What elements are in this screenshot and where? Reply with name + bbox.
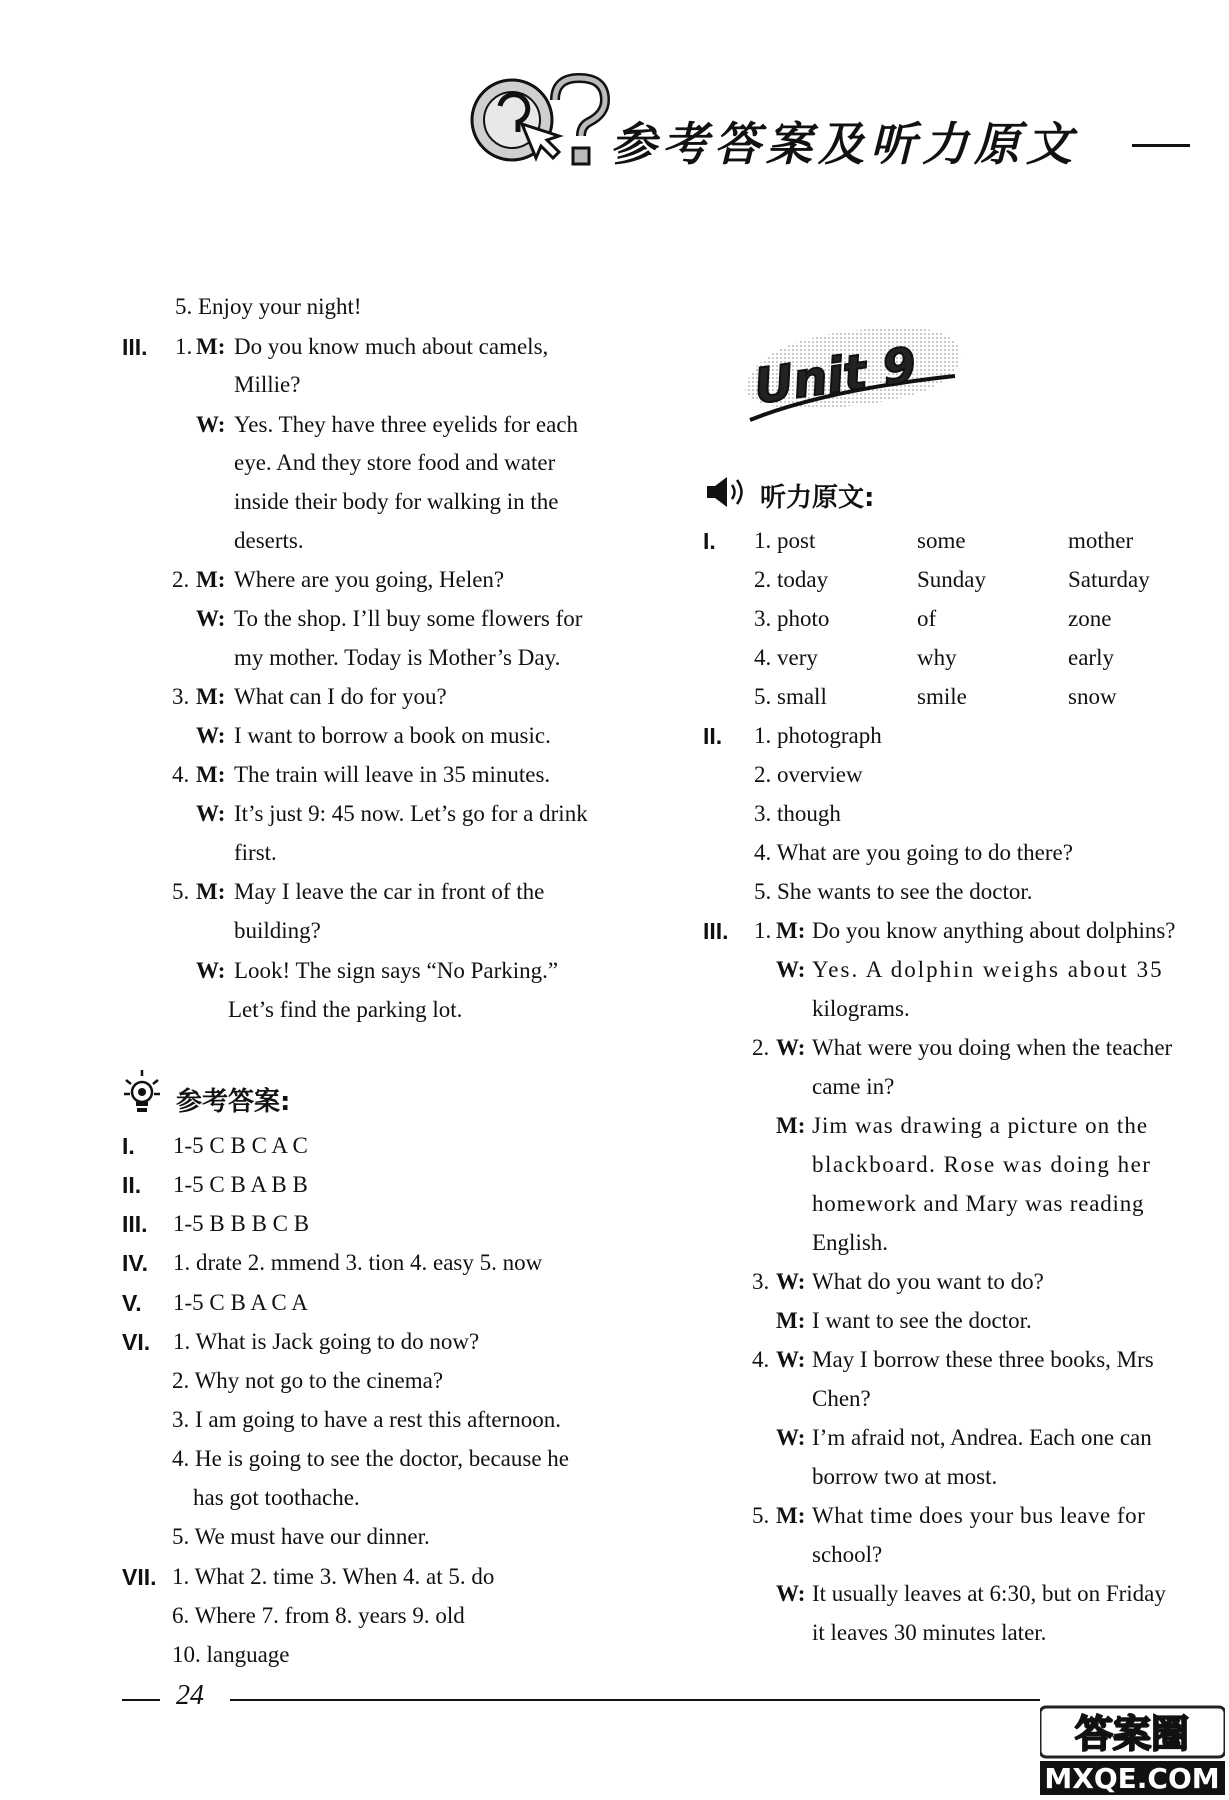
dialog-number: 4.	[752, 1347, 770, 1372]
watermark-top-text: 答案圈	[1074, 1712, 1190, 1756]
answer-line: 2. Why not go to the cinema?	[172, 1368, 444, 1393]
answer-line: 3. I am going to have a rest this afternoon.	[172, 1407, 561, 1432]
dialog-line: Yes. A dolphin weighs about 35	[812, 957, 1164, 982]
section-roman: I.	[703, 528, 716, 554]
page-title: 参考答案及听力原文	[610, 117, 1078, 171]
speaker-label: W:	[776, 1581, 806, 1606]
dialog-line: Do you know anything about dolphins?	[812, 918, 1176, 943]
answer-line: 1. What 2. time 3. When 4. at 5. do	[172, 1564, 495, 1589]
dialog-number: 1.	[175, 334, 193, 359]
speaker-label: M:	[196, 567, 226, 592]
dialog-line: Jim was drawing a picture on the	[812, 1113, 1149, 1138]
speaker-label: M:	[196, 762, 226, 787]
section-roman: IV.	[122, 1250, 149, 1276]
dialog-line: homework and Mary was reading	[812, 1191, 1145, 1216]
dialog-line: Millie?	[234, 372, 301, 397]
section-roman: II.	[703, 723, 723, 749]
word-cell: Saturday	[1068, 567, 1150, 592]
dialog-line: What can I do for you?	[234, 684, 447, 709]
list-item: 2. overview	[754, 762, 863, 787]
dialog-line: borrow two at most.	[812, 1464, 998, 1489]
dialog-line: English.	[812, 1230, 889, 1255]
word-cell: smile	[917, 684, 967, 709]
section-roman: II.	[122, 1172, 142, 1198]
speaker-label: W:	[196, 723, 226, 748]
dialog-line: eye. And they store food and water	[234, 450, 556, 475]
word-cell: 5. small	[754, 684, 827, 709]
section-roman: III.	[703, 918, 729, 944]
answer-line: 5. We must have our dinner.	[172, 1524, 430, 1549]
speaker-label: W:	[776, 1035, 806, 1060]
answer-line: 10. language	[172, 1642, 290, 1667]
section-roman: III.	[122, 334, 148, 360]
answer-line: 1. drate 2. mmend 3. tion 4. easy 5. now	[173, 1250, 543, 1275]
speaker-label: W:	[196, 606, 226, 631]
watermark-bottom-text: MXQE.COM	[1044, 1762, 1220, 1795]
speaker-label: M:	[776, 1113, 806, 1138]
listening-heading: 听力原文:	[760, 483, 875, 513]
list-item: 5. She wants to see the doctor.	[754, 879, 1033, 904]
speaker-label: W:	[776, 1269, 806, 1294]
speaker-label: M:	[196, 334, 226, 359]
word-cell: mother	[1068, 528, 1134, 553]
list-item: 5. Enjoy your night!	[175, 294, 362, 319]
dialog-line: What do you want to do?	[812, 1269, 1044, 1294]
answer-line: 6. Where 7. from 8. years 9. old	[172, 1603, 465, 1628]
answer-line: 4. He is going to see the doctor, because he	[172, 1446, 569, 1471]
dialog-line: it leaves 30 minutes later.	[812, 1620, 1047, 1645]
speaker-label: W:	[776, 957, 806, 982]
page-number: 24	[176, 1680, 204, 1711]
speaker-label: M:	[776, 1503, 806, 1528]
page-header	[460, 70, 1190, 190]
dialog-number: 5.	[752, 1503, 770, 1528]
speaker-label: W:	[196, 412, 226, 437]
speaker-label: W:	[776, 1425, 806, 1450]
word-cell: 2. today	[754, 567, 829, 592]
speaker-label: M:	[776, 1308, 806, 1333]
word-cell: 1. post	[754, 528, 816, 553]
list-item: 1. photograph	[754, 723, 882, 748]
answer-line: 1. What is Jack going to do now?	[173, 1329, 480, 1354]
dialog-line: What were you doing when the teacher	[812, 1035, 1173, 1060]
section-roman: VII.	[122, 1564, 157, 1590]
word-cell: Sunday	[917, 567, 986, 592]
answer-line: 1-5 C B A B B	[173, 1172, 308, 1197]
dialog-line: first.	[234, 840, 277, 865]
word-cell: 4. very	[754, 645, 818, 670]
dialog-line: Look! The sign says “No Parking.”	[234, 958, 559, 983]
word-cell: 3. photo	[754, 606, 830, 631]
footer-dash	[122, 1699, 160, 1701]
dialog-line: inside their body for walking in the	[234, 489, 559, 514]
answer-line: 1-5 C B C A C	[173, 1133, 308, 1158]
dialog-line: blackboard. Rose was doing her	[812, 1152, 1152, 1177]
dialog-line: I want to see the doctor.	[812, 1308, 1032, 1333]
dialog-line: Let’s find the parking lot.	[228, 997, 463, 1022]
dialog-line: I want to borrow a book on music.	[234, 723, 551, 748]
section-roman: I.	[122, 1133, 135, 1159]
dialog-number: 2.	[172, 567, 190, 592]
dialog-line: kilograms.	[812, 996, 910, 1021]
dialog-line: came in?	[812, 1074, 895, 1099]
dialog-line: Chen?	[812, 1386, 871, 1411]
speaker-label: W:	[196, 801, 226, 826]
word-cell: some	[917, 528, 966, 553]
word-cell: early	[1068, 645, 1114, 670]
dialog-number: 5.	[172, 879, 190, 904]
speaker-icon	[703, 474, 745, 510]
footer-rule	[230, 1699, 1040, 1701]
question-mark-logo-icon	[460, 70, 610, 190]
speaker-label: M:	[776, 918, 806, 943]
speaker-label: W:	[196, 958, 226, 983]
dialog-line: What time does your bus leave for	[812, 1503, 1146, 1528]
dialog-number: 3.	[752, 1269, 770, 1294]
speaker-label: W:	[776, 1347, 806, 1372]
watermark-logo	[1040, 1705, 1225, 1797]
dialog-line: school?	[812, 1542, 883, 1567]
answer-line: has got toothache.	[193, 1485, 360, 1510]
dialog-line: May I borrow these three books, Mrs	[812, 1347, 1154, 1372]
dialog-line: Do you know much about camels,	[234, 334, 549, 359]
dialog-number: 2.	[752, 1035, 770, 1060]
lightbulb-icon	[122, 1068, 162, 1116]
dialog-line: It’s just 9: 45 now. Let’s go for a drink	[234, 801, 588, 826]
answer-line: 1-5 B B B C B	[173, 1211, 310, 1236]
answer-line: 1-5 C B A C A	[173, 1290, 308, 1315]
unit-badge	[735, 320, 965, 430]
dialog-line: I’m afraid not, Andrea. Each one can	[812, 1425, 1152, 1450]
word-cell: snow	[1068, 684, 1117, 709]
section-roman: V.	[122, 1290, 142, 1316]
list-item: 3. though	[754, 801, 841, 826]
dialog-line: deserts.	[234, 528, 304, 553]
dialog-number: 4.	[172, 762, 190, 787]
dialog-line: my mother. Today is Mother’s Day.	[234, 645, 561, 670]
speaker-label: M:	[196, 684, 226, 709]
dialog-line: It usually leaves at 6:30, but on Friday	[812, 1581, 1166, 1606]
speaker-label: M:	[196, 879, 226, 904]
dialog-number: 1.	[754, 918, 772, 943]
section-roman: III.	[122, 1211, 148, 1237]
dialog-line: To the shop. I’ll buy some flowers for	[234, 606, 583, 631]
word-cell: zone	[1068, 606, 1112, 631]
dialog-line: Where are you going, Helen?	[234, 567, 505, 592]
dialog-line: May I leave the car in front of the	[234, 879, 545, 904]
unit-label: Unit 9	[750, 336, 920, 416]
dialog-line: building?	[234, 918, 321, 943]
dialog-number: 3.	[172, 684, 190, 709]
list-item: 4. What are you going to do there?	[754, 840, 1073, 865]
answers-heading: 参考答案:	[176, 1087, 291, 1117]
dialog-line: The train will leave in 35 minutes.	[234, 762, 551, 787]
section-roman: VI.	[122, 1329, 151, 1355]
word-cell: of	[917, 606, 937, 631]
dialog-line: Yes. They have three eyelids for each	[234, 412, 579, 437]
word-cell: why	[917, 645, 957, 670]
header-rule	[1132, 144, 1190, 147]
